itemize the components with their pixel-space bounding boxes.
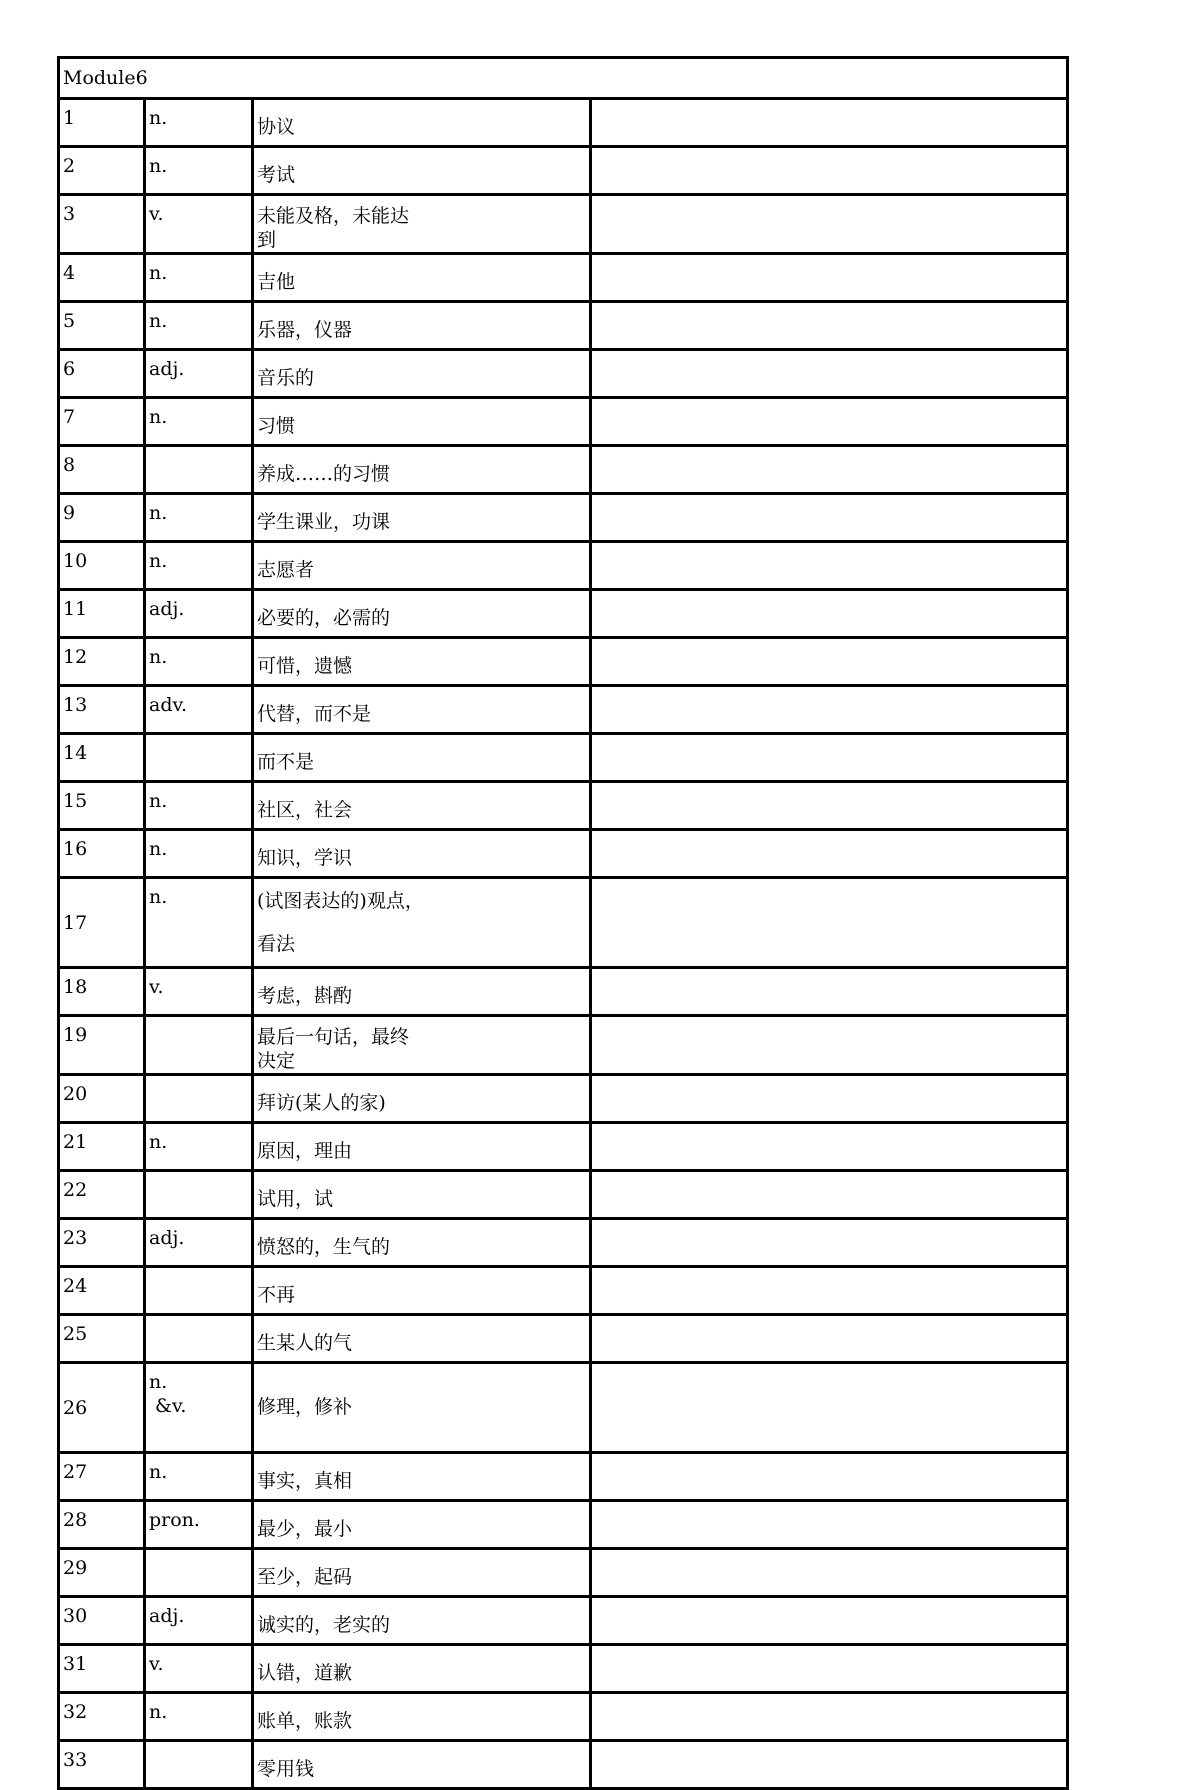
- chinese-meaning-cell: [253, 1693, 591, 1741]
- part-of-speech: n.: [145, 302, 253, 350]
- chinese-meaning: 考虑，斟酌: [257, 984, 353, 1007]
- chinese-meaning: 最后一句话，最终决定: [257, 1026, 410, 1072]
- chinese-meaning-cell: [253, 254, 591, 302]
- table-row: [59, 638, 1068, 686]
- row-number: 8: [59, 446, 145, 494]
- english-answer-blank[interactable]: [591, 1075, 1068, 1123]
- row-number: 28: [59, 1501, 145, 1549]
- table-row: [59, 782, 1068, 830]
- chinese-meaning-cell: [253, 1123, 591, 1171]
- chinese-meaning: 未能及格，未能达到: [257, 205, 410, 251]
- table-row: [59, 1501, 1068, 1549]
- chinese-meaning: 账单，账款: [257, 1709, 353, 1732]
- row-number: 32: [59, 1693, 145, 1741]
- chinese-meaning-cell: [253, 1549, 591, 1597]
- part-of-speech: adj.: [145, 1597, 253, 1645]
- chinese-meaning: 试用，试: [257, 1187, 334, 1210]
- part-of-speech: adv.: [145, 686, 253, 734]
- table-row: [59, 302, 1068, 350]
- part-of-speech: pron.: [145, 1501, 253, 1549]
- row-number: 14: [59, 734, 145, 782]
- table-row: [59, 1219, 1068, 1267]
- chinese-meaning-cell: [253, 99, 591, 147]
- chinese-meaning: 事实，真相: [257, 1469, 353, 1492]
- chinese-meaning-cell: [253, 878, 591, 968]
- module-title: Module6: [59, 58, 1068, 99]
- row-number: 29: [59, 1549, 145, 1597]
- row-number: 11: [59, 590, 145, 638]
- row-number: 1: [59, 99, 145, 147]
- chinese-meaning-cell: [253, 195, 591, 254]
- chinese-meaning: 习惯: [257, 414, 296, 437]
- chinese-meaning: 生某人的气: [257, 1331, 353, 1354]
- english-answer-blank[interactable]: [591, 1219, 1068, 1267]
- chinese-meaning: 吉他: [257, 270, 296, 293]
- title-row: [59, 58, 1068, 99]
- chinese-meaning-cell: [253, 1597, 591, 1645]
- chinese-meaning: 零用钱: [257, 1757, 315, 1780]
- english-answer-blank[interactable]: [591, 254, 1068, 302]
- chinese-meaning: 而不是: [257, 750, 315, 773]
- chinese-meaning: 认错，道歉: [257, 1661, 353, 1684]
- row-number: 18: [59, 968, 145, 1016]
- table-row: [59, 968, 1068, 1016]
- row-number: 21: [59, 1123, 145, 1171]
- row-number: 25: [59, 1315, 145, 1363]
- chinese-meaning-cell: [253, 968, 591, 1016]
- table-row: [59, 1315, 1068, 1363]
- table-row: [59, 1267, 1068, 1315]
- part-of-speech: n.: [145, 542, 253, 590]
- chinese-meaning: 愤怒的，生气的: [257, 1235, 391, 1258]
- chinese-meaning: (试图表达的)观点，看法: [257, 889, 424, 955]
- row-number: 31: [59, 1645, 145, 1693]
- table-row: [59, 590, 1068, 638]
- row-number: 19: [59, 1016, 145, 1075]
- chinese-meaning-cell: [253, 1219, 591, 1267]
- english-answer-blank[interactable]: [591, 542, 1068, 590]
- chinese-meaning: 至少，起码: [257, 1565, 353, 1588]
- chinese-meaning-cell: [253, 1363, 591, 1453]
- chinese-meaning: 最少，最小: [257, 1517, 353, 1540]
- english-answer-blank[interactable]: [591, 195, 1068, 254]
- row-number: 24: [59, 1267, 145, 1315]
- english-answer-blank[interactable]: [591, 350, 1068, 398]
- table-row: [59, 1549, 1068, 1597]
- row-number: 20: [59, 1075, 145, 1123]
- english-answer-blank[interactable]: [591, 1315, 1068, 1363]
- chinese-meaning: 原因，理由: [257, 1139, 353, 1162]
- chinese-meaning-cell: [253, 1501, 591, 1549]
- row-number: 30: [59, 1597, 145, 1645]
- chinese-meaning-cell: [253, 398, 591, 446]
- english-answer-blank[interactable]: [591, 1453, 1068, 1501]
- part-of-speech: n.: [145, 782, 253, 830]
- chinese-meaning-cell: [253, 494, 591, 542]
- english-answer-blank[interactable]: [591, 878, 1068, 968]
- chinese-meaning-cell: [253, 350, 591, 398]
- table-row: [59, 1741, 1068, 1789]
- english-answer-blank[interactable]: [591, 1267, 1068, 1315]
- chinese-meaning: 拜访(某人的家): [257, 1091, 386, 1114]
- english-answer-blank[interactable]: [591, 830, 1068, 878]
- english-answer-blank[interactable]: [591, 1597, 1068, 1645]
- part-of-speech: n.: [145, 398, 253, 446]
- part-of-speech: [145, 1549, 253, 1597]
- chinese-meaning: 必要的，必需的: [257, 606, 391, 629]
- table-row: [59, 1075, 1068, 1123]
- chinese-meaning: 学生课业，功课: [257, 510, 391, 533]
- table-row: [59, 147, 1068, 195]
- chinese-meaning-cell: [253, 446, 591, 494]
- chinese-meaning-cell: [253, 1016, 591, 1075]
- chinese-meaning: 音乐的: [257, 366, 315, 389]
- table-row: [59, 1453, 1068, 1501]
- chinese-meaning: 诚实的，老实的: [257, 1613, 391, 1636]
- part-of-speech: n.: [145, 1453, 253, 1501]
- row-number: 9: [59, 494, 145, 542]
- chinese-meaning: 不再: [257, 1283, 296, 1306]
- part-of-speech: v.: [145, 1645, 253, 1693]
- table-row: [59, 734, 1068, 782]
- part-of-speech: [145, 1016, 253, 1075]
- chinese-meaning-cell: [253, 782, 591, 830]
- part-of-speech: n.: [145, 830, 253, 878]
- chinese-meaning-cell: [253, 542, 591, 590]
- chinese-meaning-cell: [253, 1645, 591, 1693]
- chinese-meaning: 代替，而不是: [257, 702, 372, 725]
- row-number: 13: [59, 686, 145, 734]
- table-row: [59, 195, 1068, 254]
- chinese-meaning-cell: [253, 734, 591, 782]
- part-of-speech: [145, 1267, 253, 1315]
- chinese-meaning-cell: [253, 1315, 591, 1363]
- english-answer-blank[interactable]: [591, 1363, 1068, 1453]
- table-row: [59, 446, 1068, 494]
- part-of-speech: [145, 734, 253, 782]
- chinese-meaning-cell: [253, 638, 591, 686]
- english-answer-blank[interactable]: [591, 638, 1068, 686]
- english-answer-blank[interactable]: [591, 734, 1068, 782]
- table-row: [59, 1171, 1068, 1219]
- row-number: 6: [59, 350, 145, 398]
- chinese-meaning-cell: [253, 1267, 591, 1315]
- table-row: [59, 1597, 1068, 1645]
- table-row: [59, 542, 1068, 590]
- table-row: [59, 1016, 1068, 1075]
- row-number: 26: [59, 1363, 145, 1453]
- table-row: [59, 494, 1068, 542]
- english-answer-blank[interactable]: [591, 686, 1068, 734]
- english-answer-blank[interactable]: [591, 99, 1068, 147]
- english-answer-blank[interactable]: [591, 1741, 1068, 1789]
- table-row: [59, 1123, 1068, 1171]
- part-of-speech: [145, 1171, 253, 1219]
- row-number: 5: [59, 302, 145, 350]
- table-row: [59, 830, 1068, 878]
- row-number: 7: [59, 398, 145, 446]
- english-answer-blank[interactable]: [591, 302, 1068, 350]
- part-of-speech: [145, 1741, 253, 1789]
- part-of-speech: n.: [145, 638, 253, 686]
- chinese-meaning-cell: [253, 147, 591, 195]
- english-answer-blank[interactable]: [591, 782, 1068, 830]
- chinese-meaning-cell: [253, 1171, 591, 1219]
- part-of-speech: v.: [145, 968, 253, 1016]
- row-number: 23: [59, 1219, 145, 1267]
- chinese-meaning: 考试: [257, 163, 296, 186]
- chinese-meaning-cell: [253, 1075, 591, 1123]
- table-row: [59, 99, 1068, 147]
- chinese-meaning-cell: [253, 302, 591, 350]
- row-number: 3: [59, 195, 145, 254]
- english-answer-blank[interactable]: [591, 446, 1068, 494]
- part-of-speech: n.: [145, 147, 253, 195]
- english-answer-blank[interactable]: [591, 1171, 1068, 1219]
- part-of-speech: [145, 446, 253, 494]
- english-answer-blank[interactable]: [591, 968, 1068, 1016]
- english-answer-blank[interactable]: [591, 398, 1068, 446]
- chinese-meaning: 乐器，仪器: [257, 318, 353, 341]
- part-of-speech: [145, 1315, 253, 1363]
- part-of-speech: n.: [145, 878, 253, 968]
- table-row: [59, 398, 1068, 446]
- part-of-speech: [145, 1075, 253, 1123]
- chinese-meaning: 志愿者: [257, 558, 315, 581]
- part-of-speech: n.: [145, 494, 253, 542]
- part-of-speech: n.: [145, 254, 253, 302]
- english-answer-blank[interactable]: [591, 1645, 1068, 1693]
- row-number: 10: [59, 542, 145, 590]
- part-of-speech: n.: [145, 1693, 253, 1741]
- row-number: 27: [59, 1453, 145, 1501]
- table-row: [59, 1693, 1068, 1741]
- part-of-speech: n.: [145, 1123, 253, 1171]
- table-row: [59, 254, 1068, 302]
- row-number: 15: [59, 782, 145, 830]
- english-answer-blank[interactable]: [591, 1501, 1068, 1549]
- vocabulary-table: [57, 56, 1069, 1790]
- row-number: 16: [59, 830, 145, 878]
- chinese-meaning-cell: [253, 1741, 591, 1789]
- english-answer-blank[interactable]: [591, 147, 1068, 195]
- part-of-speech: n.: [145, 99, 253, 147]
- english-answer-blank[interactable]: [591, 1123, 1068, 1171]
- part-of-speech: adj.: [145, 350, 253, 398]
- chinese-meaning: 养成……的习惯: [257, 462, 391, 485]
- chinese-meaning: 社区，社会: [257, 798, 353, 821]
- vocabulary-table-body: [59, 58, 1068, 1789]
- row-number: 2: [59, 147, 145, 195]
- chinese-meaning: 可惜，遗憾: [257, 654, 353, 677]
- row-number: 17: [59, 878, 145, 968]
- table-row: [59, 878, 1068, 968]
- row-number: 22: [59, 1171, 145, 1219]
- part-of-speech: adj.: [145, 590, 253, 638]
- part-of-speech: n. &v.: [145, 1363, 253, 1453]
- english-answer-blank[interactable]: [591, 1549, 1068, 1597]
- chinese-meaning-cell: [253, 1453, 591, 1501]
- row-number: 12: [59, 638, 145, 686]
- row-number: 33: [59, 1741, 145, 1789]
- chinese-meaning: 协议: [257, 115, 296, 138]
- chinese-meaning-cell: [253, 686, 591, 734]
- english-answer-blank[interactable]: [591, 1693, 1068, 1741]
- part-of-speech: adj.: [145, 1219, 253, 1267]
- chinese-meaning: 修理，修补: [257, 1396, 353, 1418]
- table-row: [59, 1363, 1068, 1453]
- chinese-meaning: 知识，学识: [257, 846, 353, 869]
- english-answer-blank[interactable]: [591, 590, 1068, 638]
- table-row: [59, 686, 1068, 734]
- part-of-speech: v.: [145, 195, 253, 254]
- table-row: [59, 1645, 1068, 1693]
- chinese-meaning-cell: [253, 590, 591, 638]
- english-answer-blank[interactable]: [591, 494, 1068, 542]
- row-number: 4: [59, 254, 145, 302]
- english-answer-blank[interactable]: [591, 1016, 1068, 1075]
- chinese-meaning-cell: [253, 830, 591, 878]
- table-row: [59, 350, 1068, 398]
